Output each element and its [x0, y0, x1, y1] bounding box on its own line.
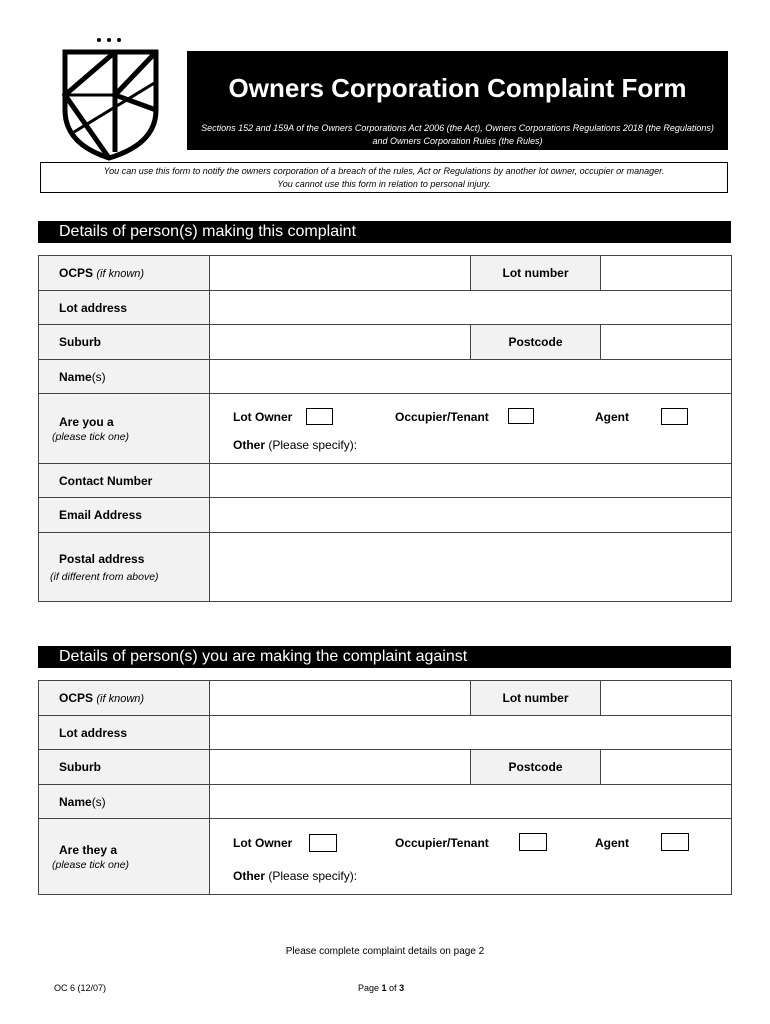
suburb-row-2 — [39, 750, 731, 785]
suburb-field[interactable] — [210, 325, 470, 359]
shield-logo — [56, 32, 166, 162]
postal-label: Postal address — [59, 551, 145, 566]
postcode-label: Postcode — [470, 325, 601, 359]
respondent-table — [38, 680, 732, 895]
ocps-field[interactable] — [210, 256, 470, 290]
occupier-checkbox-2[interactable] — [519, 833, 547, 851]
tick-note: (please tick one) — [52, 431, 130, 443]
suburb-label-2: Suburb — [59, 760, 101, 774]
section1-heading: Details of person(s) making this complaint — [38, 221, 731, 243]
intro-line-2: You cannot use this form in relation to personal injury. — [277, 179, 491, 189]
title-banner — [187, 51, 728, 150]
postal-field[interactable] — [210, 533, 731, 601]
name-field[interactable] — [210, 360, 731, 393]
contact-label: Contact Number — [59, 473, 153, 488]
email-label: Email Address — [59, 508, 142, 522]
lot-owner-option-2: Lot Owner — [233, 836, 293, 850]
lot-number-label-2: Lot number — [470, 681, 601, 715]
role-choices-2 — [210, 819, 731, 894]
lot-owner-checkbox[interactable] — [306, 408, 333, 425]
role-row — [39, 394, 731, 464]
postcode-label-2: Postcode — [470, 750, 601, 784]
lot-owner-option: Lot Owner — [233, 410, 293, 424]
are-you-label: Are you a — [59, 415, 114, 429]
occupier-option-2: Occupier/Tenant — [395, 836, 489, 850]
ocps-label: OCPS (if known) — [39, 256, 210, 290]
section2-heading: Details of person(s) you are making the complaint against — [38, 646, 731, 668]
agent-checkbox[interactable] — [661, 408, 688, 425]
lot-owner-checkbox-2[interactable] — [309, 834, 337, 852]
lot-address-field-2[interactable] — [210, 716, 731, 749]
other-option[interactable]: Other (Please specify): — [233, 438, 358, 452]
suburb-row — [39, 325, 731, 360]
agent-checkbox-2[interactable] — [661, 833, 689, 851]
name-label: Name(s) — [39, 360, 210, 393]
form-subtitle: Sections 152 and 159A of the Owners Corporations Act 2006 (the Act), Owners Corporations Regulations 2018 (the Regulations) and Owners Corporation Rules (the Rules) — [201, 123, 714, 146]
email-row — [39, 498, 731, 533]
ocps-label-2: OCPS (if known) — [39, 681, 210, 715]
postcode-field-2[interactable] — [601, 750, 731, 784]
lot-number-field[interactable] — [601, 256, 731, 290]
complainant-table — [38, 255, 732, 602]
contact-row — [39, 464, 731, 498]
name-row — [39, 360, 731, 394]
ocps-field-2[interactable] — [210, 681, 470, 715]
intro-line-1: You can use this form to notify the owners corporation of a breach of the rules, Act or Regulations by another lot owner, occupier or manager. — [103, 166, 665, 176]
email-field[interactable] — [210, 498, 731, 532]
occupier-option: Occupier/Tenant — [395, 410, 489, 424]
lot-address-label-2: Lot address — [59, 725, 128, 740]
postal-row — [39, 533, 731, 601]
name-field-2[interactable] — [210, 785, 731, 818]
role-choices — [210, 394, 731, 463]
postcode-field[interactable] — [601, 325, 731, 359]
name-row-2 — [39, 785, 731, 819]
suburb-field-2[interactable] — [210, 750, 470, 784]
form-code: OC 6 (12/07) — [54, 983, 107, 993]
agent-option: Agent — [595, 410, 629, 424]
ocps-row — [39, 256, 731, 291]
lot-address-field[interactable] — [210, 291, 731, 324]
lot-address-row-2 — [39, 716, 731, 750]
lot-address-label: Lot address — [59, 300, 128, 315]
page-number: Page 1 of 3 — [358, 983, 405, 993]
are-they-label: Are they a — [59, 843, 118, 857]
other-option-2[interactable]: Other (Please specify): — [233, 869, 358, 883]
intro-notice — [40, 162, 728, 193]
lot-number-label: Lot number — [470, 256, 601, 290]
agent-option-2: Agent — [595, 836, 629, 850]
role-row-2 — [39, 819, 731, 894]
lot-address-row — [39, 291, 731, 325]
contact-field[interactable] — [210, 464, 731, 497]
suburb-label: Suburb — [59, 335, 101, 349]
occupier-checkbox[interactable] — [508, 408, 534, 424]
lot-number-field-2[interactable] — [601, 681, 731, 715]
postal-note: (if different from above) — [50, 570, 159, 583]
tick-note-2: (please tick one) — [52, 859, 130, 871]
continue-note: Please complete complaint details on page 2 — [285, 946, 485, 957]
ocps-row-2 — [39, 681, 731, 716]
name-label-2: Name(s) — [39, 785, 210, 818]
form-title: Owners Corporation Complaint Form — [228, 73, 687, 103]
